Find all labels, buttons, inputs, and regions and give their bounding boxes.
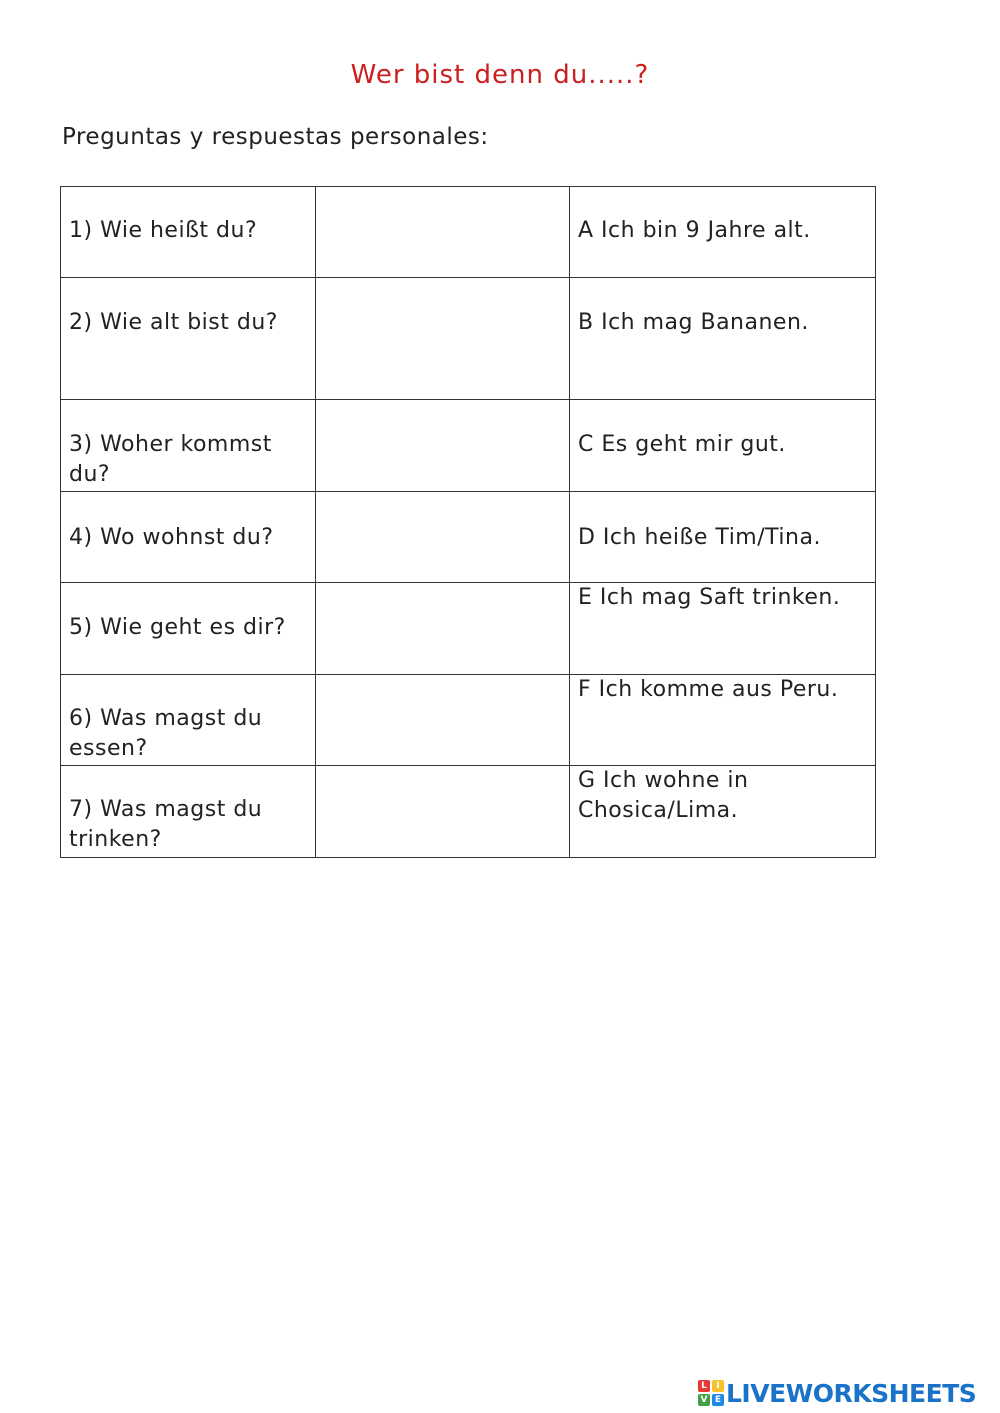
question-cell: 3) Woher kommst du? (61, 400, 316, 492)
answer-option-cell[interactable]: F Ich komme aus Peru. (570, 675, 876, 766)
answer-drop-zone[interactable] (316, 492, 570, 583)
table-row (61, 766, 876, 858)
answer-option-cell[interactable]: E Ich mag Saft trinken. (570, 583, 876, 675)
answer-drop-zone[interactable] (316, 278, 570, 400)
table-row (61, 278, 876, 400)
answer-option-cell[interactable]: G Ich wohne in Chosica/Lima. (570, 766, 876, 858)
question-cell: 1) Wie heißt du? (61, 187, 316, 278)
worksheet-subtitle: Preguntas y respuestas personales: (62, 124, 489, 150)
question-cell: 2) Wie alt bist du? (61, 278, 316, 400)
answer-drop-zone[interactable] (316, 675, 570, 766)
answer-option-cell[interactable]: A Ich bin 9 Jahre alt. (570, 187, 876, 278)
logo-tile: I (712, 1380, 724, 1392)
answer-drop-zone[interactable] (316, 400, 570, 492)
question-cell: 5) Wie geht es dir? (61, 583, 316, 675)
worksheet-title: Wer bist denn du.....? (350, 60, 650, 90)
table-row (61, 675, 876, 766)
liveworksheets-brand (698, 1378, 976, 1408)
table-row (61, 187, 876, 278)
logo-tile: E (712, 1394, 724, 1406)
answer-option-cell[interactable]: B Ich mag Bananen. (570, 278, 876, 400)
answer-option-cell[interactable]: D Ich heiße Tim/Tina. (570, 492, 876, 583)
brand-name: LIVEWORKSHEETS (726, 1378, 977, 1408)
answer-drop-zone[interactable] (316, 766, 570, 858)
liveworksheets-logo-icon (698, 1380, 724, 1406)
table-row (61, 492, 876, 583)
matching-table (60, 186, 876, 858)
question-cell: 4) Wo wohnst du? (61, 492, 316, 583)
question-cell: 7) Was magst du trinken? (61, 766, 316, 858)
answer-drop-zone[interactable] (316, 583, 570, 675)
logo-tile: L (698, 1380, 710, 1392)
answer-option-cell[interactable]: C Es geht mir gut. (570, 400, 876, 492)
logo-tile: V (698, 1394, 710, 1406)
table-row (61, 400, 876, 492)
table-row (61, 583, 876, 675)
question-cell: 6) Was magst du essen? (61, 675, 316, 766)
answer-drop-zone[interactable] (316, 187, 570, 278)
